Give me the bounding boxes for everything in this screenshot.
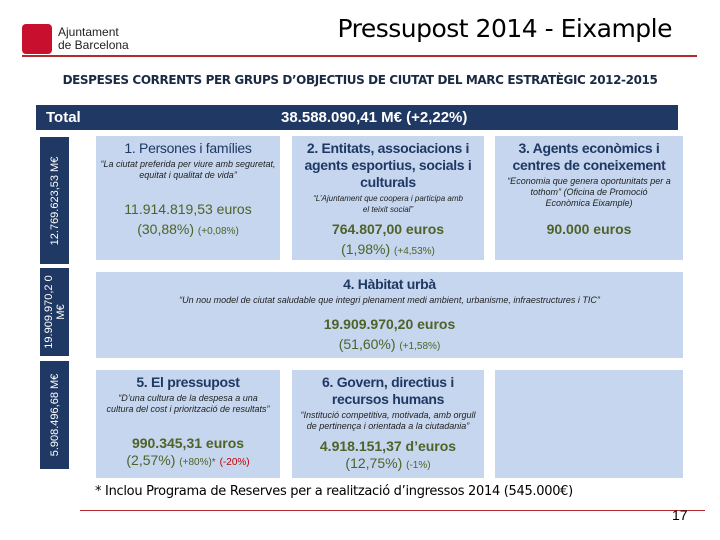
total-label: Total bbox=[46, 109, 81, 126]
group-amount: 4.918.151,37 d’euros bbox=[319, 438, 457, 454]
empty-box bbox=[495, 370, 683, 478]
group-amount: 90.000 euros bbox=[546, 221, 632, 237]
group-amount: 11.914.819,53 euros bbox=[124, 201, 252, 217]
group-change: (+80%)* bbox=[179, 457, 216, 468]
group-title: 4. Hàbitat urbà bbox=[343, 276, 436, 292]
org-name bbox=[58, 26, 129, 52]
group-box-3 bbox=[495, 136, 683, 260]
side-bar-2 bbox=[40, 268, 69, 356]
group-quote: “Institució competitiva, motivada, amb orgull de pertinença i orientada a la ciutadania” bbox=[300, 410, 476, 431]
divider bbox=[80, 510, 705, 511]
group-title: 3. Agents econòmics i centres de coneixement bbox=[512, 140, 666, 173]
group-quote: “Economia que genera oportunitats per a tothom” (Oficina de Promoció Econòmica Eixample) bbox=[507, 176, 671, 208]
footnote: * Inclou Programa de Reserves per a realització d’ingressos 2014 (545.000€) bbox=[95, 484, 573, 499]
group-pct: (30,88%) bbox=[137, 221, 195, 237]
group-change-2: (-20%) bbox=[219, 457, 250, 468]
group-amount: 19.909.970,20 euros bbox=[323, 316, 456, 332]
subtitle: DESPESES CORRENTS PER GRUPS D’OBJECTIUS DE CIUTAT DEL MARC ESTRATÈGIC 2012-2015 bbox=[62, 73, 658, 87]
group-quote: “La ciutat preferida per viure amb seguretat, equitat i qualitat de vida” bbox=[100, 159, 276, 180]
side-bar-3 bbox=[40, 361, 69, 469]
side-bar-label: 5.908.496,68 M€ bbox=[48, 373, 61, 457]
group-change: (+1,58%) bbox=[399, 341, 441, 352]
divider bbox=[22, 55, 697, 57]
total-value: 38.588.090,41 M€ (+2,22%) bbox=[281, 109, 468, 126]
group-box-1 bbox=[96, 136, 280, 260]
group-title: 2. Entitats, associacions i agents esportius, socials i culturals bbox=[304, 140, 472, 190]
group-amount: 764.807,00 euros bbox=[331, 221, 445, 237]
group-quote: “Un nou model de ciutat saludable que integri plenament medi ambient, urbanisme, infraestructures i TIC” bbox=[179, 295, 600, 305]
total-bar bbox=[36, 105, 678, 130]
group-box-2 bbox=[292, 136, 484, 260]
group-pct: (1,98%) bbox=[341, 241, 391, 257]
group-pct: (12,75%) bbox=[345, 455, 403, 471]
page-title: Pressupost 2014 - Eixample bbox=[337, 14, 672, 43]
group-quote: “D’una cultura de la despesa a una cultura del cost i priorització de resultats” bbox=[106, 393, 270, 414]
group-quote: “L’Ajuntament que coopera i participa amb el teixit social” bbox=[313, 194, 463, 214]
group-pct: (51,60%) bbox=[338, 336, 396, 352]
group-title: 1. Persones i famílies bbox=[124, 140, 252, 156]
group-amount: 990.345,31 euros bbox=[131, 435, 245, 451]
page-number: 17 bbox=[672, 507, 688, 523]
org-line1: Ajuntament bbox=[58, 25, 119, 39]
barcelona-logo-icon bbox=[22, 24, 52, 54]
group-title: 6. Govern, directius i recursos humans bbox=[322, 374, 454, 407]
group-change: (+0,08%) bbox=[197, 226, 239, 237]
group-title: 5. El pressupost bbox=[136, 374, 240, 390]
side-bar-label: 12.769.623,53 M€ bbox=[48, 156, 61, 245]
side-bar-1 bbox=[40, 137, 69, 264]
group-change: (-1%) bbox=[406, 460, 431, 471]
group-box-5 bbox=[96, 370, 280, 478]
group-change: (+4,53%) bbox=[394, 246, 435, 257]
group-box-6 bbox=[292, 370, 484, 478]
group-pct: (2,57%) bbox=[126, 452, 176, 468]
org-line2: de Barcelona bbox=[58, 38, 129, 52]
group-box-4 bbox=[96, 272, 683, 358]
side-bar-label: 19.909.970,2 0 M€ bbox=[42, 275, 67, 349]
